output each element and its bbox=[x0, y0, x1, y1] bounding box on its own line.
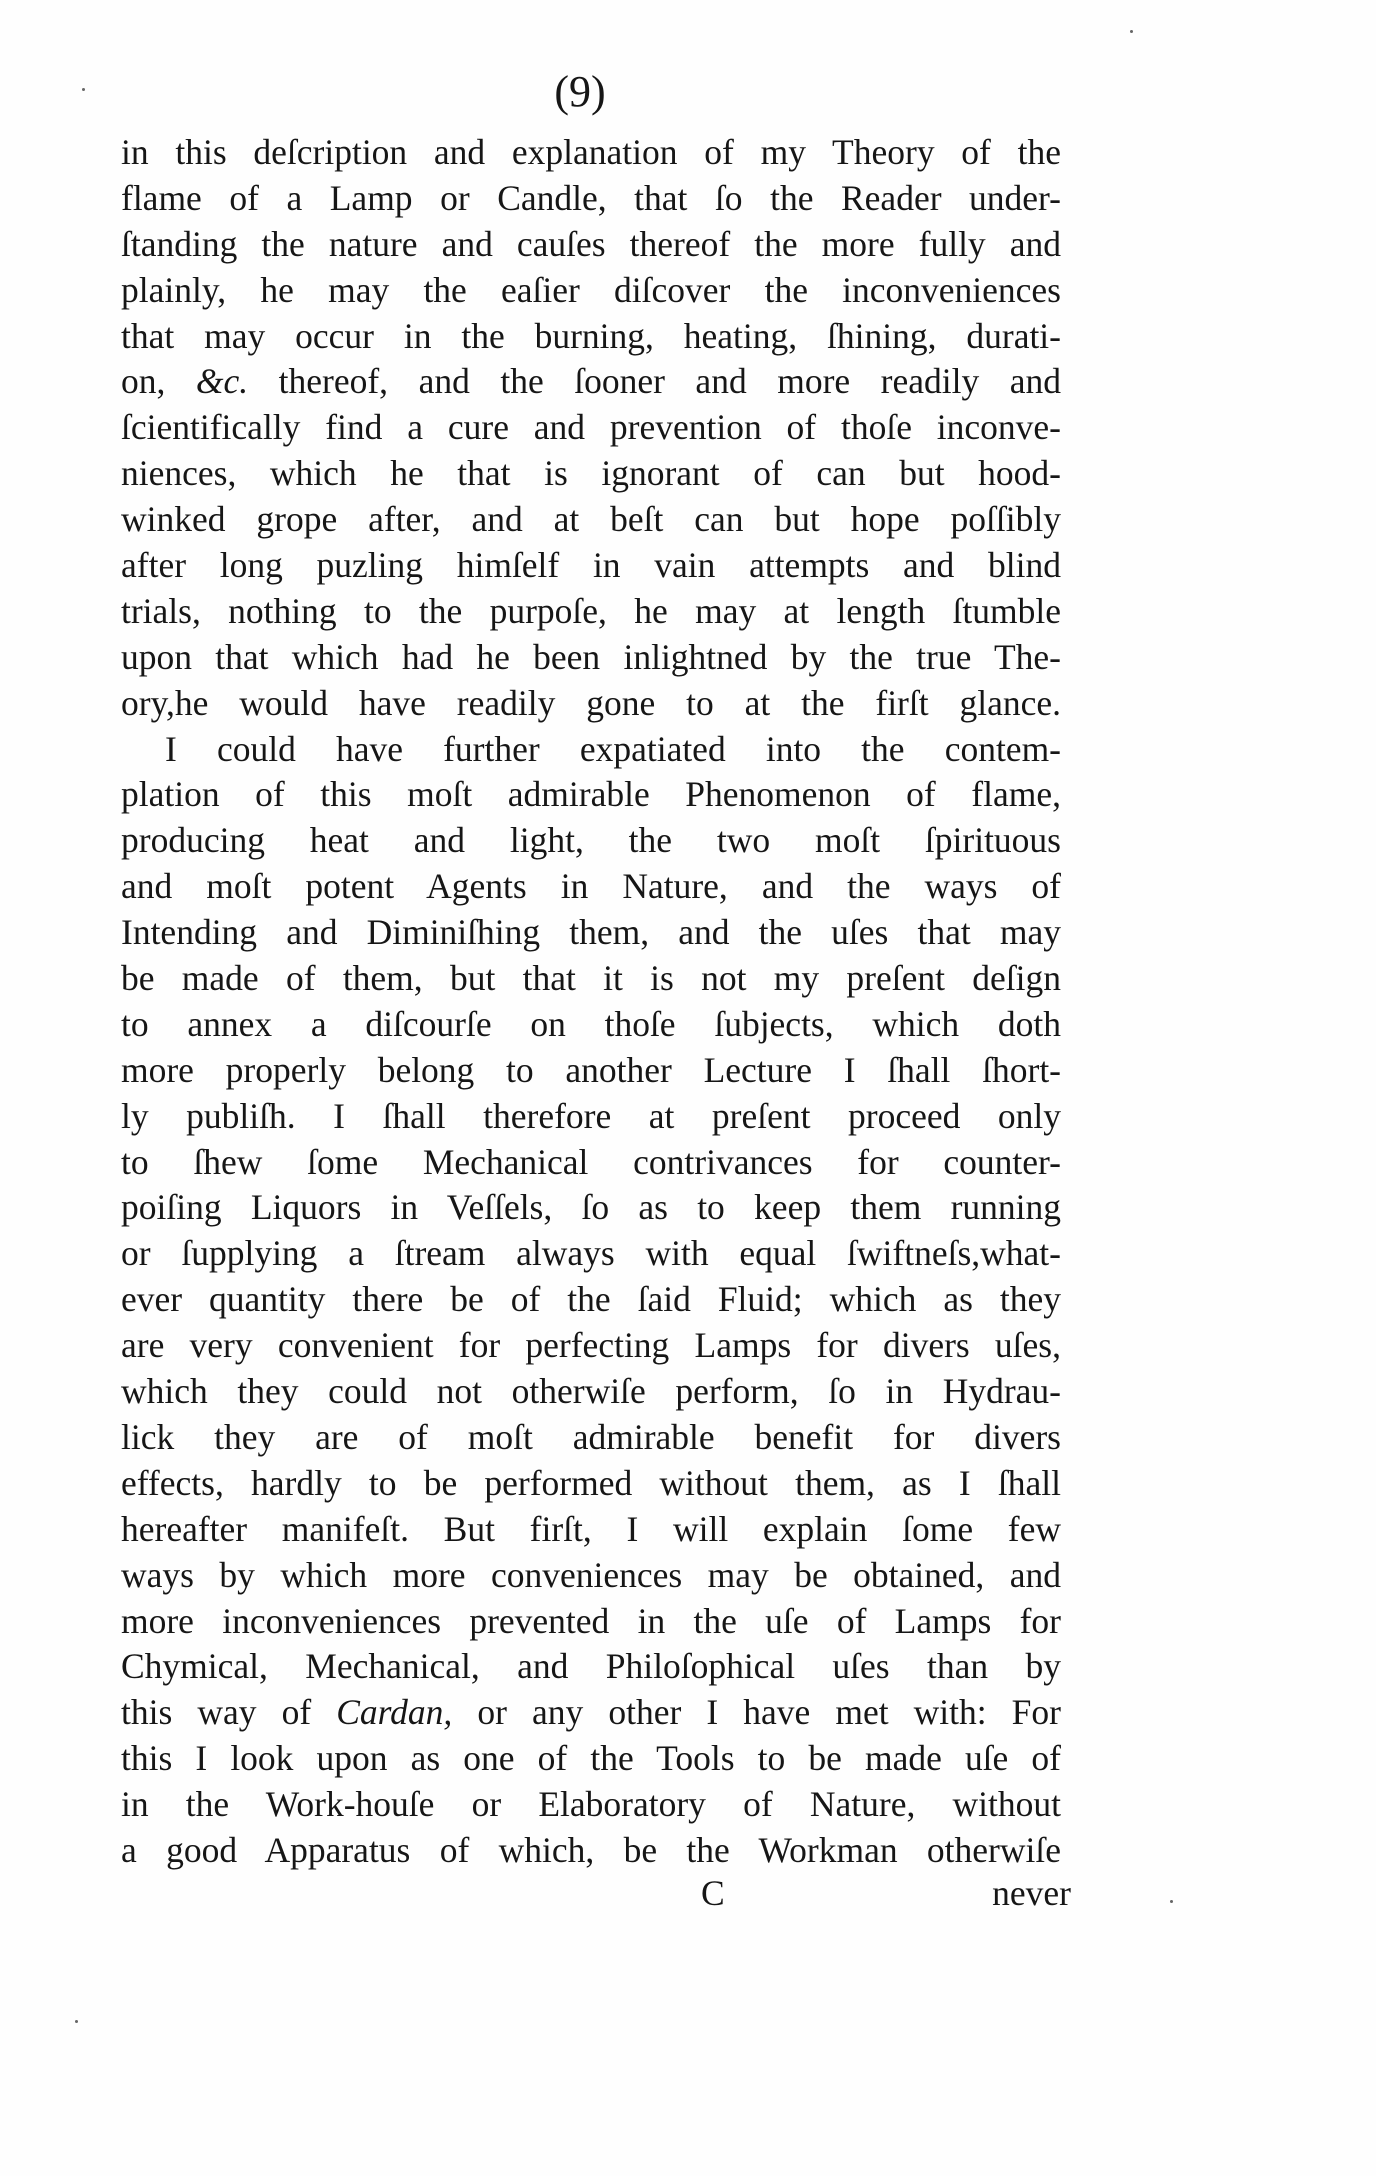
text-line: more properly belong to another Lecture I ſhall ſhort- bbox=[121, 1049, 1061, 1090]
text-line bbox=[121, 1690, 1061, 1736]
text-line: ways by which more conveniences may be obtained, and bbox=[121, 1554, 1061, 1595]
text-segment: on, bbox=[121, 361, 196, 402]
text-line: effects, hardly to be performed without them, as I ſhall bbox=[121, 1462, 1061, 1503]
text-line: niences, which he that is ignorant of can but hood- bbox=[121, 453, 1061, 494]
text-line bbox=[121, 359, 1061, 405]
italic-text: Cardan, bbox=[336, 1692, 453, 1733]
text-line: this I look upon as one of the Tools to be made uſe of bbox=[121, 1738, 1061, 1779]
text-line: winked grope after, and at beſt can but hope poſſibly bbox=[121, 499, 1061, 540]
text-line: plation of this moſt admirable Phenomenon of flame, bbox=[121, 774, 1061, 815]
text-line: in the Work-houſe or Elaboratory of Nature, without bbox=[121, 1784, 1061, 1825]
text-line: trials, nothing to the purpoſe, he may at length ſtumble bbox=[121, 590, 1061, 631]
scan-speck bbox=[75, 2020, 78, 2023]
text-line: flame of a Lamp or Candle, that ſo the Reader under- bbox=[121, 177, 1061, 218]
text-line: are very convenient for perfecting Lamps for divers uſes, bbox=[121, 1325, 1061, 1366]
text-line: hereafter manifeſt. But firſt, I will explain ſome few bbox=[121, 1508, 1061, 1549]
text-line: to annex a diſcourſe on thoſe ſubjects, which doth bbox=[121, 1003, 1061, 1044]
scan-speck bbox=[82, 88, 85, 91]
scan-speck bbox=[1130, 30, 1133, 33]
text-line: ly publiſh. I ſhall therefore at preſent proceed only bbox=[121, 1095, 1061, 1136]
text-line: ſtanding the nature and cauſes thereof the more fully and bbox=[121, 223, 1061, 264]
italic-text: &c. bbox=[195, 361, 249, 402]
text-line: ory,he would have readily gone to at the firſt glance. bbox=[121, 682, 1061, 723]
text-segment: this way of bbox=[121, 1692, 337, 1733]
text-line: Intending and Diminiſhing them, and the uſes that may bbox=[121, 912, 1061, 953]
text-line: be made of them, but that it is not my preſent deſign bbox=[121, 958, 1061, 999]
catchword: never bbox=[992, 1873, 1071, 1913]
footer-line bbox=[121, 1870, 1071, 1916]
text-line: Chymical, Mechanical, and Philoſophical uſes than by bbox=[121, 1646, 1061, 1687]
text-line: or ſupplying a ſtream always with equal ſwiftneſs,what- bbox=[121, 1233, 1061, 1274]
text-line: upon that which had he been inlightned by the true The- bbox=[121, 636, 1061, 677]
text-line: a good Apparatus of which, be the Workman otherwiſe bbox=[121, 1829, 1061, 1870]
body-text bbox=[121, 130, 1061, 1874]
signature-mark: C bbox=[701, 1873, 725, 1913]
text-line: I could have further expatiated into the contem- bbox=[165, 728, 1061, 769]
text-line: producing heat and light, the two moſt ſpirituous bbox=[121, 820, 1061, 861]
text-segment: thereof, and the ſooner and more readily and bbox=[248, 361, 1061, 402]
text-line: which they could not otherwiſe perform, ſo in Hydrau- bbox=[121, 1371, 1061, 1412]
text-line: in this deſcription and explanation of my Theory of the bbox=[121, 132, 1061, 172]
text-line: ſcientifically find a cure and prevention of thoſe inconve- bbox=[121, 407, 1061, 448]
scan-speck bbox=[1170, 1900, 1173, 1903]
text-line: plainly, he may the eaſier diſcover the inconveniences bbox=[121, 269, 1061, 310]
page-number: (9) bbox=[554, 67, 606, 116]
text-line: lick they are of moſt admirable benefit for divers bbox=[121, 1416, 1061, 1457]
text-line: and moſt potent Agents in Nature, and the ways of bbox=[121, 866, 1061, 907]
text-line: ever quantity there be of the ſaid Fluid; which as they bbox=[121, 1279, 1061, 1320]
text-line: poiſing Liquors in Veſſels, ſo as to keep them running bbox=[121, 1187, 1061, 1228]
text-line: more inconveniences prevented in the uſe of Lamps for bbox=[121, 1600, 1061, 1641]
text-line: after long puzling himſelf in vain attempts and blind bbox=[121, 545, 1061, 586]
text-segment: or any other I have met with: For bbox=[452, 1692, 1061, 1733]
text-line: to ſhew ſome Mechanical contrivances for counter- bbox=[121, 1141, 1061, 1182]
text-line: that may occur in the burning, heating, ſhining, durati- bbox=[121, 315, 1061, 356]
